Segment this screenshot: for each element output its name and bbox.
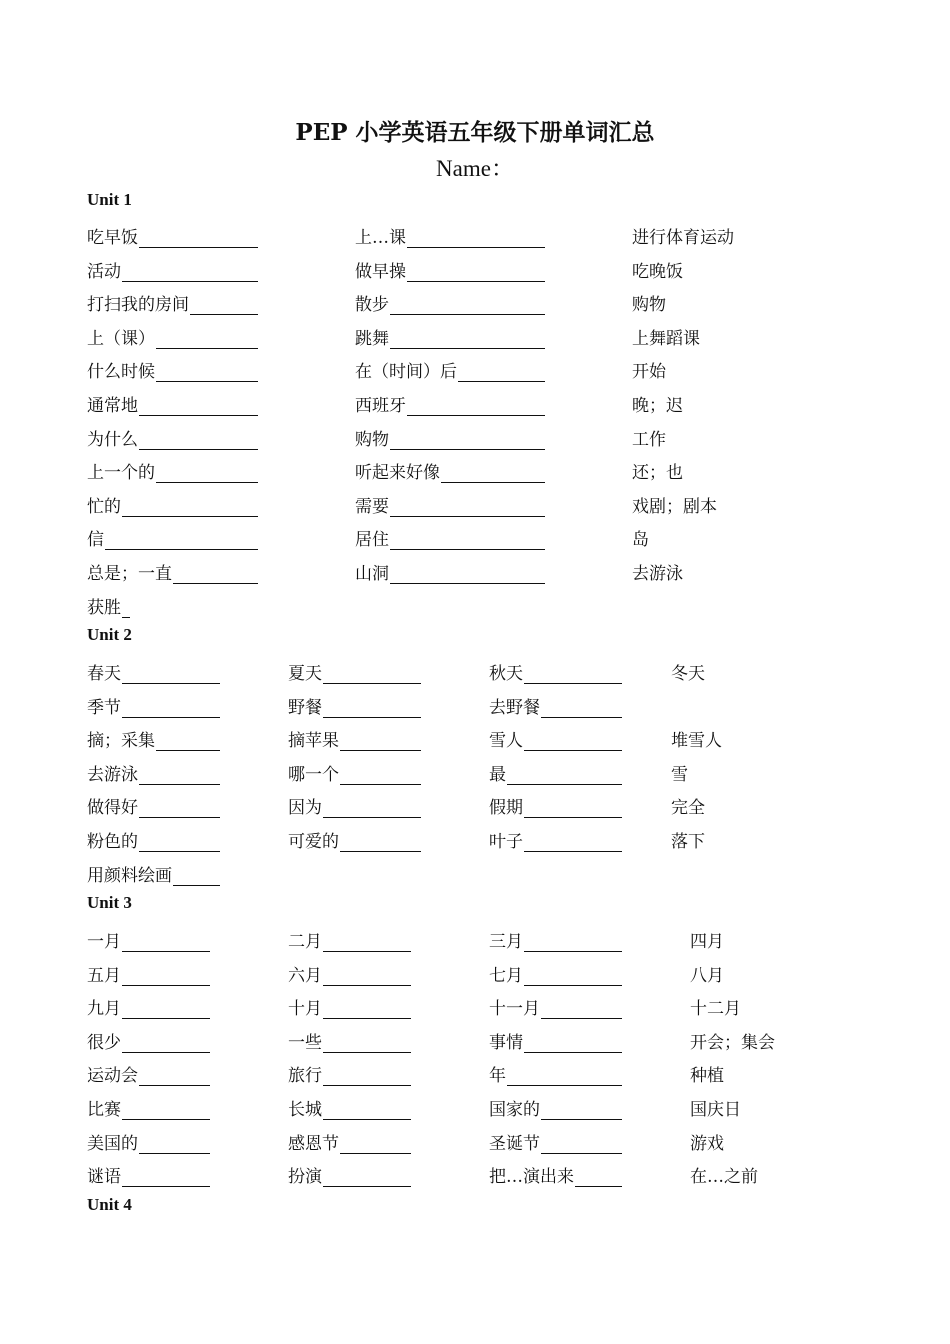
vocab-row	[0, 592, 950, 622]
chinese-word: 活动	[87, 261, 121, 282]
vocab-entry	[288, 725, 421, 751]
unit-heading: Unit 4	[87, 1195, 132, 1214]
answer-blank[interactable]	[122, 665, 220, 684]
chinese-word: 叶子	[489, 832, 523, 852]
chinese-word: 做得好	[87, 798, 138, 819]
name-label: Name：	[436, 156, 514, 181]
answer-blank[interactable]	[323, 1067, 411, 1086]
vocab-entry	[288, 759, 421, 785]
vocab-entry	[690, 960, 724, 986]
vocab-entry	[288, 826, 421, 852]
answer-blank[interactable]	[524, 967, 622, 986]
answer-blank[interactable]	[524, 732, 622, 751]
vocab-entry	[489, 926, 622, 952]
chinese-word: 西班牙	[355, 396, 406, 416]
chinese-word: 一月	[87, 932, 121, 952]
chinese-word: 长城	[288, 1100, 322, 1120]
vocab-entry	[632, 289, 666, 315]
chinese-word: 运动会	[87, 1066, 138, 1087]
vocab-row	[0, 1094, 950, 1124]
vocab-row	[0, 792, 950, 822]
chinese-word: 雪人	[489, 731, 523, 752]
chinese-word: 忙的	[87, 496, 121, 517]
chinese-word: 比赛	[87, 1100, 121, 1120]
vocab-entry	[288, 658, 421, 684]
vocab-entry	[690, 1060, 724, 1086]
answer-blank[interactable]	[190, 296, 258, 315]
vocab-entry	[87, 289, 258, 315]
chinese-word: 还；也	[632, 463, 683, 484]
chinese-word: 通常地	[87, 396, 138, 416]
vocab-entry	[355, 323, 545, 349]
vocab-entry	[288, 1027, 411, 1053]
vocab-entry	[87, 491, 258, 517]
chinese-word: 圣诞节	[489, 1133, 540, 1154]
answer-blank[interactable]	[122, 933, 210, 952]
vocab-entry	[671, 792, 705, 818]
vocab-entry	[632, 323, 700, 349]
chinese-word: 居住	[355, 530, 389, 551]
chinese-word: 二月	[288, 932, 322, 952]
answer-blank[interactable]	[105, 531, 258, 550]
vocab-entry	[288, 1161, 411, 1187]
answer-blank[interactable]	[323, 665, 421, 684]
chinese-word: 去野餐	[489, 697, 540, 718]
chinese-word: 晚；迟	[632, 396, 683, 416]
vocab-entry	[87, 1094, 210, 1120]
vocab-entry	[87, 692, 220, 718]
chinese-word: 总是；一直	[87, 564, 172, 584]
vocab-entry	[87, 424, 258, 450]
vocab-entry	[288, 1128, 411, 1154]
chinese-word: 上…课	[355, 228, 406, 248]
vocab-entry	[355, 356, 545, 382]
answer-blank[interactable]	[122, 263, 258, 282]
vocab-entry	[489, 792, 622, 818]
answer-blank[interactable]	[390, 531, 545, 550]
chinese-word: 打扫我的房间	[87, 295, 189, 316]
vocab-entry	[87, 860, 220, 886]
chinese-word: 国庆日	[690, 1100, 741, 1120]
vocab-entry	[288, 792, 421, 818]
chinese-word: 山洞	[355, 564, 389, 584]
chinese-word: 旅行	[288, 1066, 322, 1087]
chinese-word: 秋天	[489, 664, 523, 684]
chinese-word: 事情	[489, 1032, 523, 1053]
vocab-entry	[355, 390, 545, 416]
chinese-word: 吃晚饭	[632, 261, 683, 282]
vocab-entry	[489, 658, 622, 684]
answer-blank[interactable]	[390, 498, 545, 517]
answer-blank[interactable]	[323, 1034, 411, 1053]
vocab-row	[0, 725, 950, 755]
vocab-entry	[489, 1094, 622, 1120]
chinese-word: 最	[489, 764, 506, 785]
answer-blank[interactable]	[122, 1101, 210, 1120]
answer-blank[interactable]	[156, 464, 258, 483]
vocab-entry	[87, 993, 210, 1019]
chinese-word: 把…演出来	[489, 1167, 574, 1188]
answer-blank[interactable]	[524, 1034, 622, 1053]
vocab-entry	[632, 222, 734, 248]
answer-blank[interactable]	[323, 1000, 411, 1019]
answer-blank[interactable]	[122, 699, 220, 718]
answer-blank[interactable]	[541, 1000, 622, 1019]
vocab-row	[0, 289, 950, 319]
chinese-word: 一些	[288, 1032, 322, 1053]
vocab-row	[0, 390, 950, 420]
chinese-word: 十一月	[489, 999, 540, 1020]
vocab-row	[0, 323, 950, 353]
vocab-entry	[355, 457, 545, 483]
answer-blank[interactable]	[122, 498, 258, 517]
answer-blank[interactable]	[541, 1101, 622, 1120]
vocab-entry	[87, 457, 258, 483]
vocab-entry	[690, 926, 724, 952]
vocab-entry	[632, 390, 683, 416]
chinese-word: 四月	[690, 932, 724, 952]
vocab-entry	[690, 1128, 724, 1154]
chinese-word: 摘；采集	[87, 731, 155, 752]
answer-blank[interactable]	[139, 229, 258, 248]
chinese-word: 什么时候	[87, 362, 155, 383]
vocab-entry	[355, 491, 545, 517]
chinese-word: 吃早饭	[87, 228, 138, 248]
vocab-entry	[87, 323, 258, 349]
vocab-entry	[87, 759, 220, 785]
answer-blank[interactable]	[407, 263, 545, 282]
vocab-entry	[690, 1027, 775, 1053]
answer-blank[interactable]	[139, 766, 220, 785]
unit-heading: Unit 2	[87, 625, 132, 644]
vocab-entry	[671, 658, 705, 684]
vocab-entry	[355, 524, 545, 550]
vocab-entry	[671, 759, 688, 785]
answer-blank[interactable]	[524, 665, 622, 684]
chinese-word: 去游泳	[87, 764, 138, 785]
chinese-word: 落下	[671, 832, 705, 852]
answer-blank[interactable]	[139, 1135, 210, 1154]
answer-blank[interactable]	[407, 229, 545, 248]
vocab-row	[0, 256, 950, 286]
chinese-word: 在…之前	[690, 1167, 758, 1188]
vocab-entry	[632, 558, 683, 584]
answer-blank[interactable]	[340, 732, 421, 751]
chinese-word: 假期	[489, 798, 523, 819]
chinese-word: 进行体育运动	[632, 228, 734, 248]
chinese-word: 需要	[355, 496, 389, 517]
vocab-row	[0, 692, 950, 722]
chinese-word: 因为	[288, 798, 322, 819]
chinese-word: 为什么	[87, 429, 138, 450]
vocab-entry	[355, 424, 545, 450]
chinese-word: 在（时间）后	[355, 362, 457, 383]
vocab-entry	[288, 993, 411, 1019]
vocab-row	[0, 926, 950, 956]
vocab-entry	[489, 960, 622, 986]
chinese-word: 七月	[489, 965, 523, 986]
vocab-entry	[489, 1128, 622, 1154]
answer-blank[interactable]	[575, 1168, 622, 1187]
vocab-row	[0, 356, 950, 386]
chinese-word: 三月	[489, 932, 523, 952]
chinese-word: 戏剧；剧本	[632, 496, 717, 517]
chinese-word: 九月	[87, 999, 121, 1020]
vocab-entry	[632, 457, 683, 483]
answer-blank[interactable]	[139, 431, 258, 450]
chinese-word: 可爱的	[288, 832, 339, 852]
vocab-row	[0, 1161, 950, 1191]
chinese-word: 做早操	[355, 261, 406, 282]
chinese-word: 冬天	[671, 664, 705, 684]
answer-blank[interactable]	[139, 833, 220, 852]
vocab-entry	[489, 725, 622, 751]
vocab-row	[0, 1128, 950, 1158]
vocab-entry	[632, 491, 717, 517]
answer-blank[interactable]	[541, 699, 622, 718]
chinese-word: 雪	[671, 764, 688, 785]
chinese-word: 五月	[87, 965, 121, 986]
answer-blank[interactable]	[139, 397, 258, 416]
vocab-entry	[355, 256, 545, 282]
chinese-word: 美国的	[87, 1133, 138, 1154]
vocab-entry	[87, 222, 258, 248]
answer-blank[interactable]	[340, 1135, 411, 1154]
chinese-word: 谜语	[87, 1167, 121, 1188]
chinese-word: 六月	[288, 965, 322, 986]
answer-blank[interactable]	[407, 397, 545, 416]
vocab-entry	[87, 390, 258, 416]
chinese-word: 年	[489, 1066, 506, 1087]
vocab-row	[0, 491, 950, 521]
vocab-entry	[489, 1027, 622, 1053]
vocab-entry	[87, 826, 220, 852]
answer-blank[interactable]	[390, 565, 545, 584]
answer-blank[interactable]	[390, 296, 545, 315]
vocab-entry	[489, 692, 622, 718]
chinese-word: 八月	[690, 965, 724, 986]
vocab-entry	[489, 1060, 622, 1086]
vocab-entry	[489, 993, 622, 1019]
answer-blank[interactable]	[156, 363, 258, 382]
answer-blank[interactable]	[122, 1168, 210, 1187]
chinese-word: 国家的	[489, 1100, 540, 1120]
answer-blank[interactable]	[507, 766, 622, 785]
chinese-word: 感恩节	[288, 1133, 339, 1154]
chinese-word: 开始	[632, 362, 666, 383]
vocab-entry	[87, 256, 258, 282]
vocab-entry	[288, 1060, 411, 1086]
vocab-entry	[87, 356, 258, 382]
vocab-entry	[87, 558, 258, 584]
chinese-word: 野餐	[288, 697, 322, 718]
vocab-entry	[87, 1060, 210, 1086]
answer-blank[interactable]	[323, 799, 421, 818]
answer-blank[interactable]	[441, 464, 545, 483]
chinese-word: 购物	[632, 295, 666, 316]
vocab-row	[0, 524, 950, 554]
vocab-entry	[288, 1094, 411, 1120]
answer-blank[interactable]	[507, 1067, 622, 1086]
vocab-row	[0, 658, 950, 688]
vocab-row	[0, 759, 950, 789]
vocab-entry	[632, 256, 683, 282]
vocab-row	[0, 222, 950, 252]
vocab-entry	[632, 524, 649, 550]
vocab-entry	[632, 424, 666, 450]
chinese-word: 用颜料绘画	[87, 865, 172, 886]
vocab-row	[0, 960, 950, 990]
vocab-entry	[690, 1161, 758, 1187]
chinese-word: 跳舞	[355, 328, 389, 349]
answer-blank[interactable]	[139, 1067, 210, 1086]
chinese-word: 散步	[355, 295, 389, 316]
vocab-row	[0, 1060, 950, 1090]
chinese-word: 获胜	[87, 597, 121, 618]
unit-heading: Unit 1	[87, 190, 132, 209]
chinese-word: 摘苹果	[288, 731, 339, 752]
answer-blank[interactable]	[323, 967, 411, 986]
vocab-entry	[288, 960, 411, 986]
vocab-entry	[671, 725, 722, 751]
vocab-entry	[632, 356, 666, 382]
answer-blank[interactable]	[173, 867, 220, 886]
answer-blank[interactable]	[323, 1101, 411, 1120]
chinese-word: 十二月	[690, 999, 741, 1020]
vocab-entry	[87, 524, 258, 550]
vocab-row	[0, 1027, 950, 1057]
vocab-entry	[87, 1027, 210, 1053]
vocab-entry	[690, 1094, 741, 1120]
vocab-entry	[288, 926, 411, 952]
chinese-word: 上舞蹈课	[632, 328, 700, 349]
answer-blank[interactable]	[122, 1034, 210, 1053]
vocab-row	[0, 993, 950, 1023]
chinese-word: 工作	[632, 429, 666, 450]
answer-blank[interactable]	[541, 1135, 622, 1154]
vocab-row	[0, 424, 950, 454]
chinese-word: 游戏	[690, 1133, 724, 1154]
vocab-entry	[87, 658, 220, 684]
chinese-word: 堆雪人	[671, 731, 722, 752]
answer-blank[interactable]	[524, 833, 622, 852]
chinese-word: 种植	[690, 1066, 724, 1087]
chinese-word: 上（课）	[87, 328, 155, 349]
vocab-entry	[87, 725, 220, 751]
answer-blank[interactable]	[173, 565, 258, 584]
vocab-entry	[690, 993, 741, 1019]
vocab-entry	[489, 826, 622, 852]
answer-blank[interactable]	[122, 1000, 210, 1019]
vocab-entry	[489, 1161, 622, 1187]
vocab-row	[0, 558, 950, 588]
answer-blank[interactable]	[156, 732, 220, 751]
answer-blank[interactable]	[524, 799, 622, 818]
answer-blank[interactable]	[524, 933, 622, 952]
answer-blank[interactable]	[323, 1168, 411, 1187]
chinese-word: 粉色的	[87, 832, 138, 852]
chinese-word: 听起来好像	[355, 463, 440, 484]
answer-blank[interactable]	[323, 933, 411, 952]
vocab-entry	[87, 1161, 210, 1187]
vocab-entry	[355, 558, 545, 584]
chinese-word: 开会；集会	[690, 1032, 775, 1053]
chinese-word: 夏天	[288, 664, 322, 684]
answer-blank[interactable]	[156, 330, 258, 349]
answer-blank[interactable]	[458, 363, 545, 382]
vocab-entry	[355, 222, 545, 248]
chinese-word: 岛	[632, 530, 649, 551]
vocab-entry	[288, 692, 421, 718]
vocab-row	[0, 457, 950, 487]
vocab-row	[0, 826, 950, 856]
answer-blank[interactable]	[340, 833, 421, 852]
vocab-row	[0, 860, 950, 890]
answer-blank[interactable]	[390, 330, 545, 349]
vocab-entry	[87, 960, 210, 986]
answer-blank[interactable]	[139, 799, 220, 818]
chinese-word: 季节	[87, 697, 121, 718]
vocab-entry	[671, 826, 705, 852]
answer-blank[interactable]	[122, 967, 210, 986]
chinese-word: 去游泳	[632, 564, 683, 584]
answer-blank[interactable]	[340, 766, 421, 785]
vocab-entry	[87, 592, 130, 618]
chinese-word: 春天	[87, 664, 121, 684]
vocab-entry	[87, 926, 210, 952]
chinese-word: 上一个的	[87, 463, 155, 484]
answer-blank[interactable]	[323, 699, 421, 718]
answer-blank[interactable]	[122, 599, 130, 618]
answer-blank[interactable]	[390, 431, 545, 450]
chinese-word: 购物	[355, 429, 389, 450]
page-title: PEP 小学英语五年级下册单词汇总	[295, 119, 655, 146]
unit-heading: Unit 3	[87, 893, 132, 912]
chinese-word: 哪一个	[288, 764, 339, 785]
chinese-word: 十月	[288, 999, 322, 1020]
vocab-entry	[87, 792, 220, 818]
chinese-word: 扮演	[288, 1167, 322, 1188]
chinese-word: 信	[87, 530, 104, 551]
chinese-word: 完全	[671, 798, 705, 819]
chinese-word: 很少	[87, 1032, 121, 1053]
vocab-entry	[355, 289, 545, 315]
vocab-entry	[489, 759, 622, 785]
vocab-entry	[87, 1128, 210, 1154]
